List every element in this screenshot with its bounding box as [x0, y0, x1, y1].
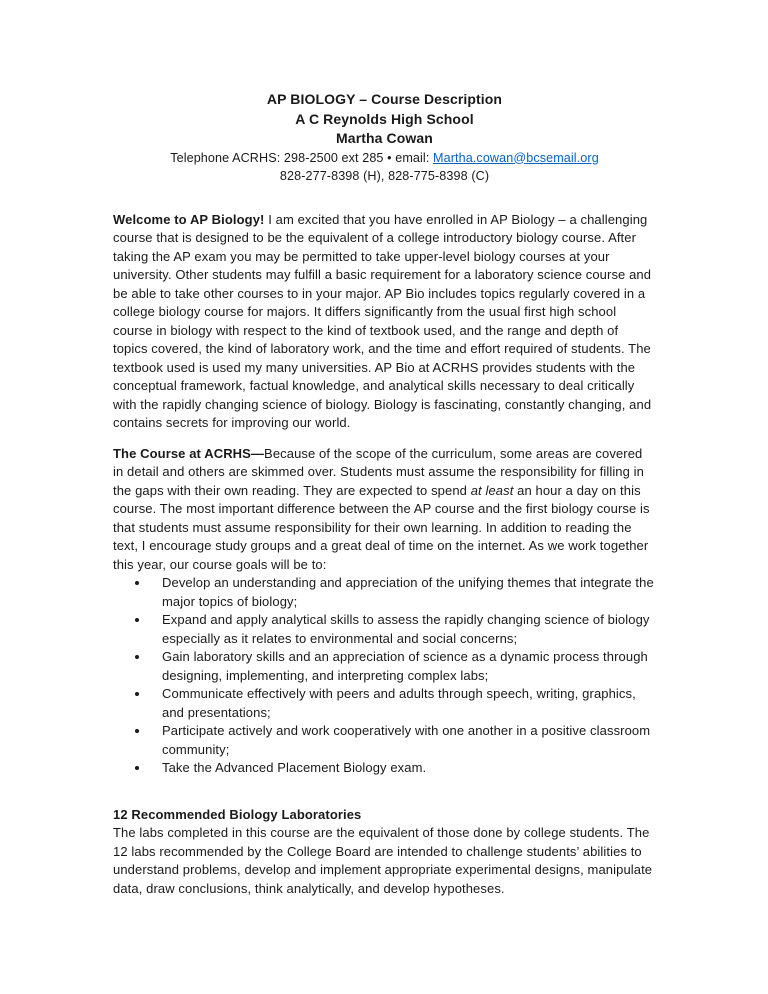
- welcome-paragraph-lead: Welcome to AP Biology!: [113, 211, 265, 227]
- course-paragraph-italic-phrase: at least: [470, 482, 514, 498]
- list-item: • Gain laboratory skills and an appreciation of science as a dynamic process through designing, implementing, and interpreting complex labs;: [150, 648, 656, 685]
- labs-paragraph: The labs completed in this course are the equivalent of those done by college students. The 12 labs recommended by the College Board are intended to challenge students’ abilities to understand problems, develop and implement appropriate experimental designs, manipulate data, draw conclusions, think analytically, and develop hypotheses.: [113, 825, 653, 896]
- doc-title: AP BIOLOGY – Course Description: [266, 91, 503, 107]
- labs-heading: 12 Recommended Biology Laboratories: [113, 806, 362, 822]
- list-item: • Take the Advanced Placement Biology exam.: [150, 759, 656, 778]
- list-item: • Communicate effectively with peers and adults through speech, writing, graphics, and presentations;: [150, 685, 656, 722]
- course-paragraph-body-2: an hour a day on this course. The most important difference between the AP course and the first biology course is that students must assume responsibility for their own learning. In addition to reading the text, I encourage study groups and a great deal of time on the internet. As we work together this year, our course goals will be to:: [113, 482, 650, 572]
- course-paragraph-lead: The Course at ACRHS—: [113, 445, 265, 461]
- welcome-paragraph-body: I am excited that you have enrolled in AP Biology – a challenging course that is designed to be the equivalent of a college introductory biology course. After taking the AP exam you may be permitted to take upper-level biology courses at your university. Other students may fulfill a basic requirement for a laboratory science course and be able to take other courses to in your major. AP Bio includes topics regularly covered in a college biology course for majors. It differs significantly from the usual first high school course in biology with respect to the kind of textbook used, and the range and depth of topics covered, the kind of laboratory work, and the time and effort required of students. The textbook used is used my many universities. AP Bio at ACRHS provides students with the conceptual framework, factual knowledge, and analytical skills necessary to deal critically with the rapidly changing science of biology. Biology is fascinating, constantly changing, and contains secrets for improving our world.: [113, 211, 652, 430]
- course-paragraph-body-1: Because of the scope of the curriculum, some areas are covered in detail and others are skimmed over. Students must assume the responsibility for filling in the gaps with their own reading. They are expected to spend: [113, 445, 644, 498]
- list-item: • Participate actively and work cooperatively with one another in a positive classroom community;: [150, 722, 656, 759]
- list-item: • Develop an understanding and appreciation of the unifying themes that integrate the major topics of biology;: [150, 574, 656, 611]
- doc-school: A C Reynolds High School: [295, 110, 474, 127]
- labs-section: [113, 806, 656, 899]
- doc-author: Martha Cowan: [336, 130, 433, 146]
- list-item: • Expand and apply analytical skills to assess the rapidly changing science of biology especially as it relates to environmental and social concerns;: [150, 611, 656, 648]
- contact-line-2: 828-277-8398 (H), 828-775-8398 (C): [279, 168, 490, 183]
- course-paragraph: [113, 445, 656, 575]
- document-header: [113, 90, 656, 185]
- course-goals-list: [113, 574, 656, 778]
- contact-phone-and-email-label: Telephone ACRHS: 298-2500 ext 285 • email:: [170, 150, 434, 165]
- contact-line-1: [113, 149, 656, 167]
- welcome-paragraph: [113, 211, 656, 433]
- email-link[interactable]: Martha.cowan@bcsemail.org: [433, 150, 599, 165]
